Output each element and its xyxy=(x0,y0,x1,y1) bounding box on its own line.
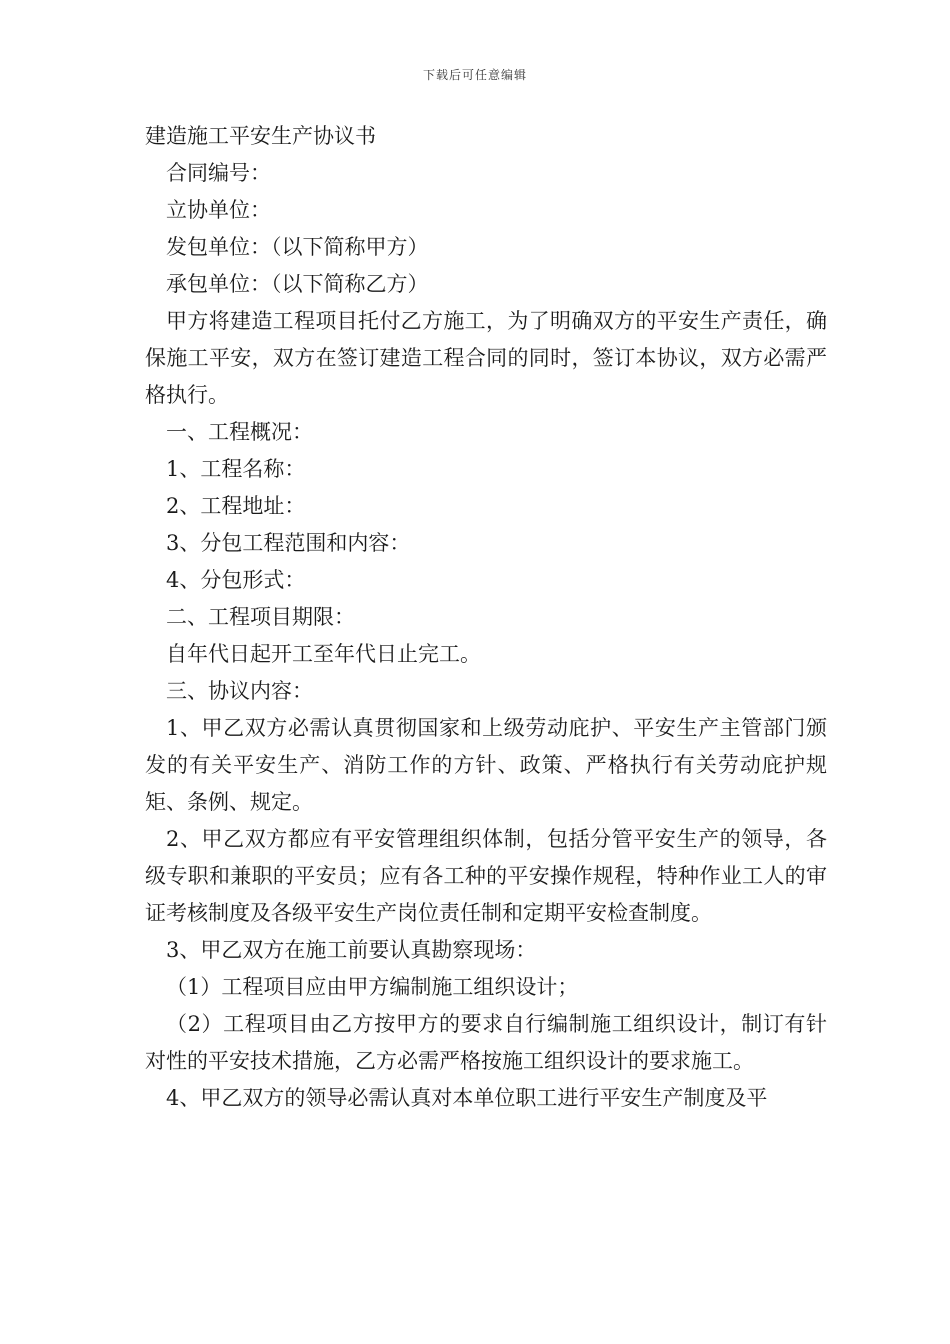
document-body xyxy=(145,118,827,1117)
document-title: 建造施工平安生产协议书 xyxy=(145,124,376,148)
intro-paragraph: 甲方将建造工程项目托付乙方施工，为了明确双方的平安生产责任，确保施工平安，双方在签订建造工程合同的同时，签订本协议，双方必需严格执行。 xyxy=(145,309,827,407)
clause-3: 3、甲乙双方在施工前要认真勘察现场： xyxy=(166,938,537,962)
clause-1: 1、甲乙双方必需认真贯彻国家和上级劳动庇护、平安生产主管部门颁发的有关平安生产、消防工作的方针、政策、严格执行有关劳动庇护规矩、条例、规定。 xyxy=(145,716,827,814)
clause-3-sub-2: （2）工程项目由乙方按甲方的要求自行编制施工组织设计，制订有针对性的平安技术措施，乙方必需严格按施工组织设计的要求施工。 xyxy=(145,1012,827,1073)
clause-3-sub-1: （1）工程项目应由甲方编制施工组织设计； xyxy=(166,975,579,999)
section-2-text: 自年代日起开工至年代日止完工。 xyxy=(166,642,481,666)
section-2-heading: 二、工程项目期限： xyxy=(166,605,355,629)
clause-4: 4、甲乙双方的领导必需认真对本单位职工进行平安生产制度及平 xyxy=(166,1086,768,1110)
section-3-heading: 三、协议内容： xyxy=(166,679,313,703)
section-1-item: 2、工程地址： xyxy=(166,494,306,518)
party-a-line: 发包单位：（以下简称甲方） xyxy=(166,235,429,259)
clause-2: 2、甲乙双方都应有平安管理组织体制，包括分管平安生产的领导，各级专职和兼职的平安员；应有各工种的平安操作规程，特种作业工人的审证考核制度及各级平安生产岗位责任制和定期平安检查制度。 xyxy=(145,827,827,925)
party-b-line: 承包单位：（以下简称乙方） xyxy=(166,272,429,296)
section-1-item: 1、工程名称： xyxy=(166,457,306,481)
page-header-note: 下载后可任意编辑 xyxy=(422,68,527,82)
section-1-item: 3、分包工程范围和内容： xyxy=(166,531,411,555)
section-1-item: 4、分包形式： xyxy=(166,568,306,592)
signing-party-line: 立协单位： xyxy=(166,198,271,222)
section-1-heading: 一、工程概况： xyxy=(166,420,313,444)
contract-number-line: 合同编号： xyxy=(166,161,271,185)
